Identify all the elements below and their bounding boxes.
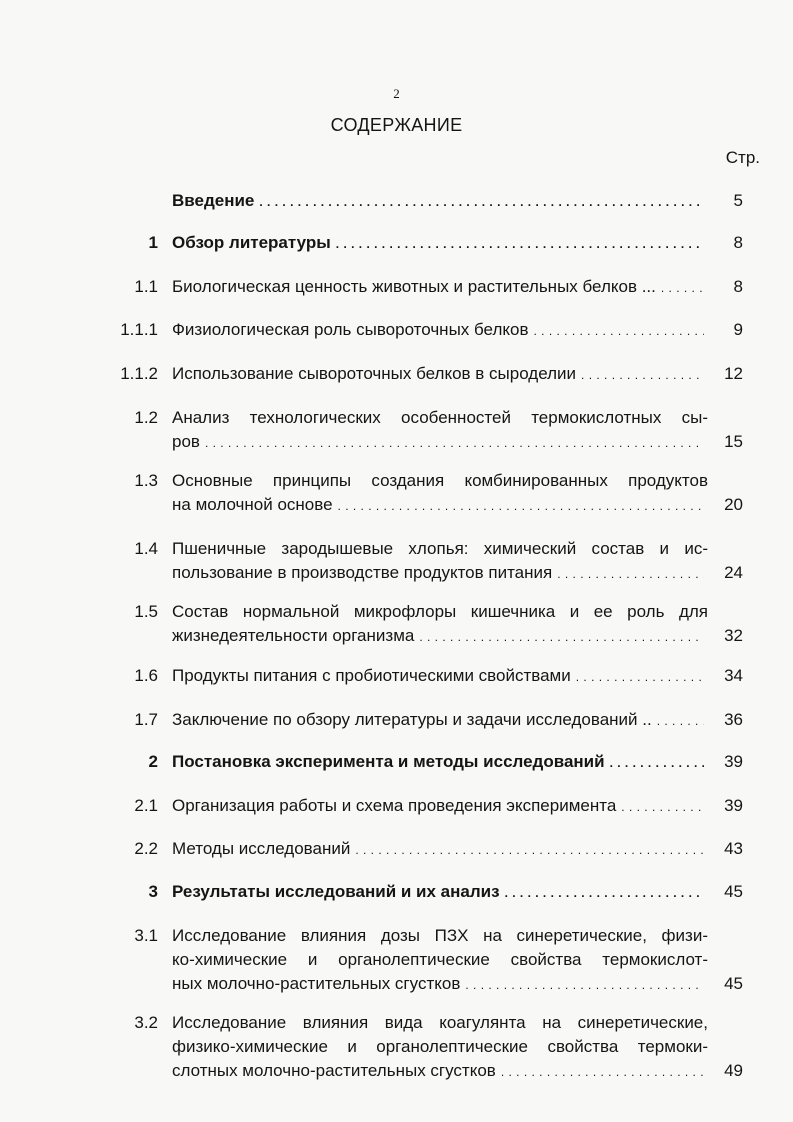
- toc-entry-title: Методы исследований . . .: [172, 837, 708, 862]
- toc-entry-page: 24: [724, 563, 743, 582]
- toc-entry-number: 3: [148, 882, 158, 901]
- toc-leader-dots: [505, 880, 704, 905]
- toc-entry-number: 1.5: [134, 602, 158, 621]
- page-number: 2: [393, 86, 400, 101]
- toc-entry-title: Биологическая ценность животных и растительных белков ... . . .: [172, 275, 708, 300]
- toc-leader-dots: [501, 1059, 704, 1084]
- toc-entry-page: 9: [733, 320, 743, 339]
- toc-entry: [0, 750, 793, 774]
- toc-entry-number: 1.7: [134, 710, 158, 729]
- toc-entry-number: 2.2: [134, 839, 158, 858]
- toc-entry: [0, 231, 793, 255]
- toc-entry: [0, 406, 793, 454]
- toc-entry: [0, 708, 793, 732]
- toc-entry-page: 5: [733, 191, 743, 210]
- toc-leader-dots: [338, 493, 704, 518]
- toc-entry: [0, 794, 793, 818]
- toc-leader-dots: [661, 275, 704, 300]
- toc-entry-number: 1.1.1: [120, 320, 158, 339]
- toc-leader-dots: [355, 837, 704, 862]
- toc-entry-page: 39: [724, 752, 743, 771]
- toc-entry-title: Пшеничные зародышевые хлопья: химический состав и ис- пользование в производстве продуктов питания . . .: [172, 537, 708, 586]
- toc-entry-title: Обзор литературы . . .: [172, 231, 708, 256]
- toc-entry-number: 1.4: [134, 539, 158, 558]
- toc-entry-title: Состав нормальной микрофлоры кишечника и ее роль для жизнедеятельности организма . . .: [172, 600, 708, 649]
- toc-leader-dots: [610, 750, 704, 775]
- toc-entry: [0, 318, 793, 342]
- toc-entry-number: 2: [148, 752, 158, 771]
- page-title: СОДЕРЖАНИЕ: [330, 115, 463, 135]
- toc-leader-dots: [205, 430, 704, 455]
- toc-entry-title: Продукты питания с пробиотическими свойствами . . .: [172, 664, 708, 689]
- toc-entry-page: 45: [724, 974, 743, 993]
- toc-entry-page: 8: [733, 277, 743, 296]
- toc-entry-title: Исследование влияния дозы ПЗХ на синеретические, физи- ко-химические и органолептические свойства термокислот- ных молочно-растительных сгустков . . .: [172, 924, 708, 997]
- toc-entry-number: 3.2: [134, 1013, 158, 1032]
- toc-entry-number: 1.1.2: [120, 364, 158, 383]
- toc-entry-page: 34: [724, 666, 743, 685]
- toc-entry-page: 32: [724, 626, 743, 645]
- toc-entry: [0, 537, 793, 585]
- toc-entry-number: 2.1: [134, 796, 158, 815]
- toc-entry-page: 12: [724, 364, 743, 383]
- toc-entry: [0, 880, 793, 904]
- toc-entry-title: Результаты исследований и их анализ . . .: [172, 880, 708, 905]
- toc-entry-page: 39: [724, 796, 743, 815]
- toc-entry: [0, 275, 793, 299]
- toc-entry-page: 45: [724, 882, 743, 901]
- toc-leader-dots: [419, 624, 704, 649]
- toc-entry-title: Введение . . .: [172, 189, 708, 214]
- toc-entry: [0, 469, 793, 517]
- toc-entry-page: 49: [724, 1061, 743, 1080]
- toc-leader-dots: [533, 318, 704, 343]
- toc-entry-number: 1.3: [134, 471, 158, 490]
- toc-entry-page: 8: [733, 233, 743, 252]
- toc-entry-title: Исследование влияния вида коагулянта на синеретические, физико-химические и органолептические свойства термоки- слотных молочно-растительных сгустков . . .: [172, 1011, 708, 1084]
- toc-entry: [0, 362, 793, 386]
- toc-entry-page: 15: [724, 432, 743, 451]
- toc-leader-dots: [557, 561, 704, 586]
- toc-leader-dots: [581, 362, 704, 387]
- toc-entry-number: 1: [148, 233, 158, 252]
- toc-entry: [0, 600, 793, 648]
- toc-leader-dots: [465, 972, 704, 997]
- toc-entry: [0, 664, 793, 688]
- toc-leader-dots: [621, 794, 704, 819]
- toc-entry-title: Использование сывороточных белков в сыроделии . . .: [172, 362, 708, 387]
- toc-entry-number: 1.6: [134, 666, 158, 685]
- toc-leader-dots: [576, 664, 704, 689]
- toc-leader-dots: [336, 231, 704, 256]
- toc-entry-title: Основные принципы создания комбинированных продуктов на молочной основе . . .: [172, 469, 708, 518]
- toc-entry: [0, 837, 793, 861]
- toc-entry: [0, 924, 793, 996]
- toc-entry: [0, 1011, 793, 1083]
- toc-entry-title: Постановка эксперимента и методы исследований . . .: [172, 750, 708, 775]
- toc-entry-title: Физиологическая роль сывороточных белков . . .: [172, 318, 708, 343]
- toc-entry-page: 36: [724, 710, 743, 729]
- toc-entry-title: Организация работы и схема проведения эксперимента . . .: [172, 794, 708, 819]
- toc-entry-number: 1.2: [134, 408, 158, 427]
- toc-entry: [0, 189, 793, 213]
- page-column-label: Стр.: [725, 148, 760, 167]
- toc-entry-number: 3.1: [134, 926, 158, 945]
- toc-leader-dots: [259, 189, 704, 214]
- toc-leader-dots: [657, 708, 704, 733]
- toc-entry-title: Анализ технологических особенностей термокислотных сы- ров . . .: [172, 406, 708, 455]
- toc-entry-page: 43: [724, 839, 743, 858]
- toc-entry-number: 1.1: [134, 277, 158, 296]
- toc-entry-title: Заключение по обзору литературы и задачи исследований .. . . .: [172, 708, 708, 733]
- toc-entry-page: 20: [724, 495, 743, 514]
